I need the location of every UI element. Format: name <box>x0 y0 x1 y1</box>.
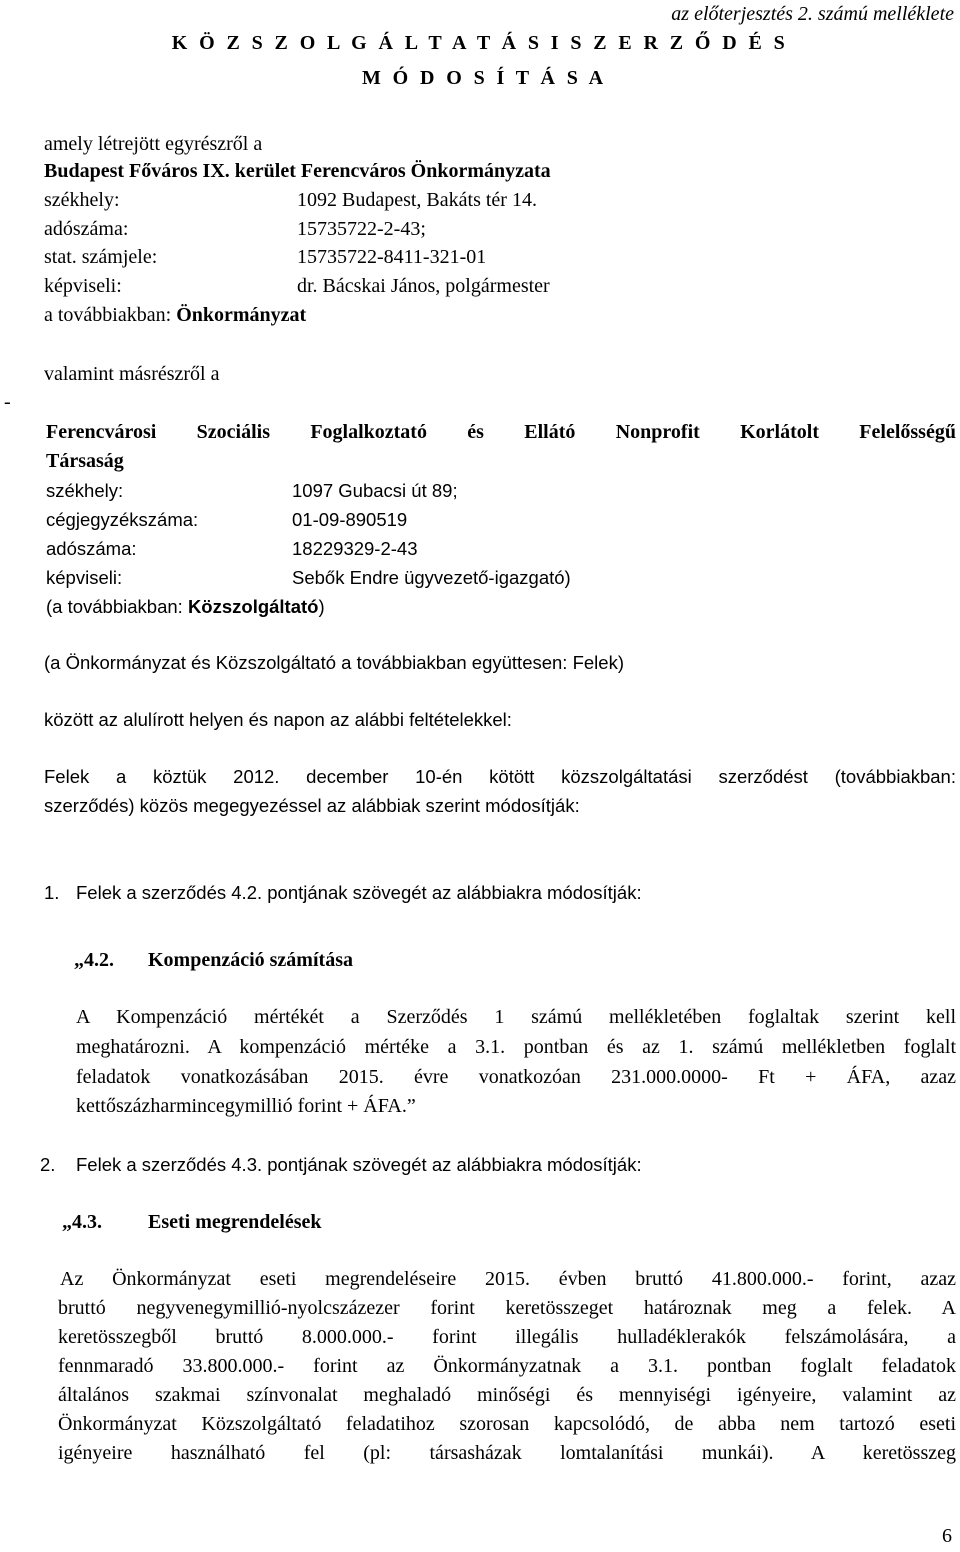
paragraph-line: A Kompenzáció mértékét a Szerződés 1 számú mellékletében foglaltak szerint kell <box>76 1006 956 1028</box>
party2-name-word: és <box>467 421 484 443</box>
party2-name-word: Ellátó <box>524 421 576 443</box>
section-title: Kompenzáció számítása <box>148 949 353 971</box>
preamble-line: Felek a köztük 2012. december 10-én kötött közszolgáltatási szerződést (továbbiakban: <box>44 766 956 787</box>
party1-label: képviseli: <box>44 275 122 297</box>
party1-alias: Önkormányzat <box>176 304 307 326</box>
party2-alias: Közszolgáltató <box>187 596 319 617</box>
party2-name-line1 <box>46 418 956 447</box>
paragraph-line: igényeire használható fel (pl: társasházak lomtalanítási munkái). A keretösszeg <box>58 1442 956 1464</box>
party2-name-word: Ferencvárosi <box>46 421 157 443</box>
party1-name: Budapest Főváros IX. kerület Ferencváros Önkormányzata <box>44 160 551 182</box>
party2-value: Sebők Endre ügyvezető-igazgató) <box>292 567 571 588</box>
page-number: 6 <box>942 1525 952 1547</box>
party2-label: képviseli: <box>46 567 123 588</box>
paragraph-line: meghatározni. A kompenzáció mértéke a 3.1. pontban és az 1. számú mellékletben foglalt <box>76 1036 956 1058</box>
paragraph-line: kettőszázharmincegymillió forint + ÁFA.” <box>76 1095 416 1117</box>
item-number: 2. <box>40 1154 56 1175</box>
paragraph-line: feladatok vonatkozásában 2015. évre vonatkozóan 231.000.0000- Ft + ÁFA, azaz <box>76 1066 956 1088</box>
party2-name-line2: Társaság <box>46 450 124 472</box>
paragraph-line: keretösszegből bruttó 8.000.000.- forint illegális hulladéklerakók felszámolására, a <box>58 1326 956 1348</box>
attachment-note: az előterjesztés 2. számú melléklete <box>671 3 954 25</box>
party2-alias-prefix: (a továbbiakban: <box>46 596 188 617</box>
document-title-line1: K Ö Z S Z O L G Á L T A T Á S I S Z E R Z Ő D É S <box>171 32 789 54</box>
party2-name-word: Nonprofit <box>615 421 700 443</box>
party2-value: 1097 Gubacsi út 89; <box>292 480 458 501</box>
paragraph-line: fennmaradó 33.800.000.- forint az Önkormányzatnak a 3.1. pontban foglalt feladatok <box>58 1355 956 1377</box>
party1-value: 15735722-8411-321-01 <box>297 246 487 268</box>
party1-label: adószáma: <box>44 218 129 240</box>
party2-intro: valamint másrészről a <box>44 363 220 385</box>
party2-name-word: Felelősségű <box>859 421 956 443</box>
party2-label: székhely: <box>46 480 124 501</box>
section-number: „4.2. <box>74 949 114 971</box>
party2-label: cégjegyzékszáma: <box>46 509 199 530</box>
section-number: „4.3. <box>62 1211 102 1233</box>
paragraph-line: bruttó negyvenegymillió-nyolcszázezer forint keretösszeget határoznak meg a felek. A <box>58 1297 956 1319</box>
paragraph-line: Az Önkormányzat eseti megrendeléseire 2015. évben bruttó 41.800.000.- forint, azaz <box>60 1268 956 1290</box>
list-dash: - <box>4 391 11 413</box>
party2-name-word: Foglalkoztató <box>310 421 427 443</box>
paragraph-line: Önkormányzat Közszolgáltató feladatihoz szorosan kapcsolódó, de abba nem tartozó eseti <box>58 1413 956 1435</box>
party2-alias-suffix: ) <box>318 596 325 617</box>
item-number: 1. <box>44 882 60 903</box>
party1-alias-line <box>44 301 306 330</box>
party1-label: stat. számjele: <box>44 246 158 268</box>
party1-value: 15735722-2-43; <box>297 218 426 240</box>
party2-name-word: Korlátolt <box>740 421 819 443</box>
party1-label: székhely: <box>44 189 120 211</box>
document-title-line2: M Ó D O S Í T Á S A <box>362 67 607 89</box>
party1-intro: amely létrejött egyrészről a <box>44 133 263 155</box>
party1-value: 1092 Budapest, Bakáts tér 14. <box>297 189 537 211</box>
party1-alias-prefix: a továbbiakban: <box>44 304 177 326</box>
party2-label: adószáma: <box>46 538 137 559</box>
section-title: Eseti megrendelések <box>148 1211 322 1233</box>
party2-value: 18229329-2-43 <box>292 538 418 559</box>
item-text: Felek a szerződés 4.3. pontjának szövegét az alábbiakra módosítják: <box>76 1154 642 1175</box>
party2-name-word: Szociális <box>196 421 270 443</box>
parties-note: (a Önkormányzat és Közszolgáltató a továbbiakban együttesen: Felek) <box>44 652 624 673</box>
preamble-line: szerződés) közös megegyezéssel az alábbiak szerint módosítják: <box>44 795 580 816</box>
item-text: Felek a szerződés 4.2. pontjának szövegét az alábbiakra módosítják: <box>76 882 642 903</box>
party2-alias-line <box>46 592 325 621</box>
party1-value: dr. Bácskai János, polgármester <box>297 275 550 297</box>
paragraph-line: általános szakmai színvonalat meghaladó minőségi és mennyiségi igényeire, valamint az <box>58 1384 956 1406</box>
party2-value: 01-09-890519 <box>292 509 408 530</box>
conditions-line: között az alulírott helyen és napon az alábbi feltételekkel: <box>44 709 512 730</box>
